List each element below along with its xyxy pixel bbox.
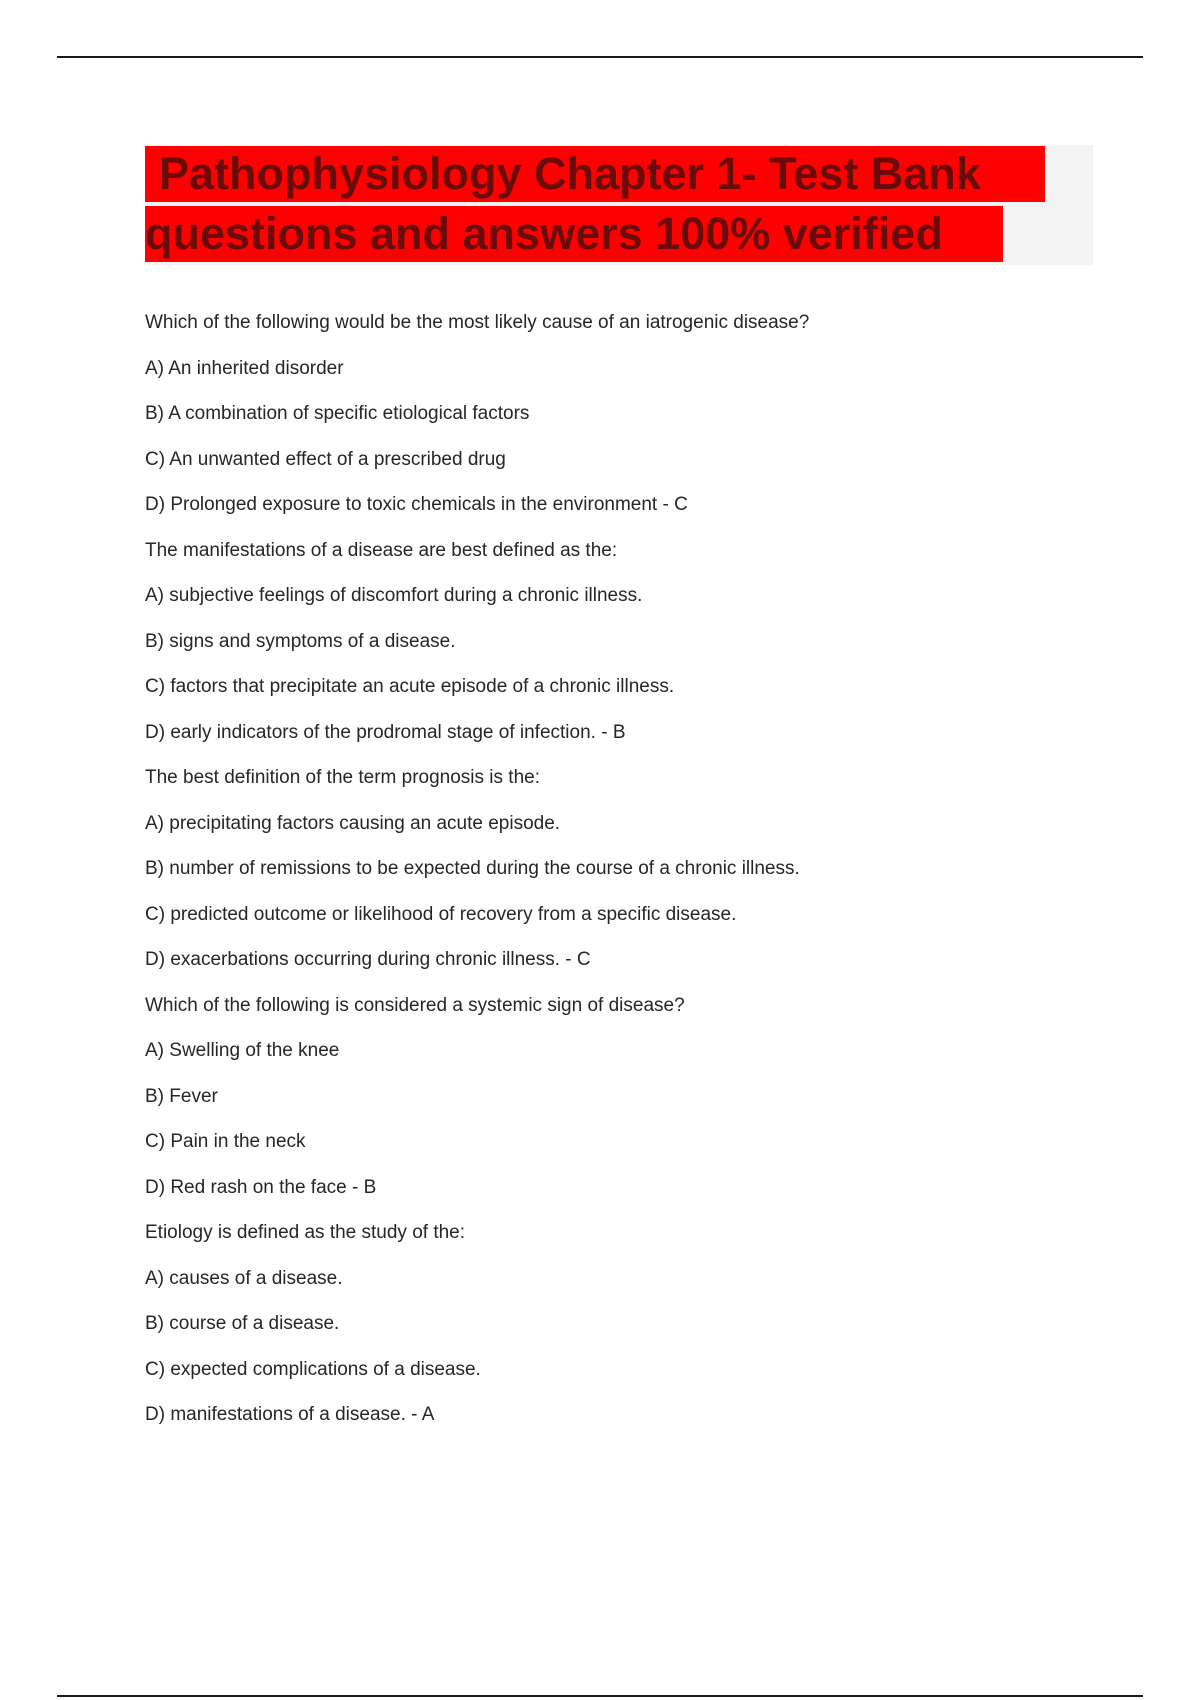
answer-option: C) predicted outcome or likelihood of recovery from a specific disease.: [145, 903, 737, 925]
answer-option: A) subjective feelings of discomfort during a chronic illness.: [145, 585, 643, 606]
answer-option: C) Pain in the neck: [145, 1131, 306, 1152]
answer-option: C) factors that precipitate an acute episode of a chronic illness.: [145, 676, 675, 697]
answer-option: B) Fever: [145, 1085, 218, 1107]
answer-option: B) A combination of specific etiological factors: [145, 403, 530, 424]
header-rule: [57, 56, 1143, 58]
answer-option: B) course of a disease.: [145, 1313, 340, 1334]
question-text: The best definition of the term prognosis is the:: [145, 767, 540, 788]
answer-option: C) expected complications of a disease.: [145, 1358, 481, 1380]
footer-rule: [57, 1695, 1143, 1697]
answer-option: D) early indicators of the prodromal stage of infection. - B: [145, 721, 626, 743]
answer-option: C) An unwanted effect of a prescribed drug: [145, 448, 506, 470]
question-text: The manifestations of a disease are best defined as the:: [145, 539, 618, 561]
answer-option: D) manifestations of a disease. - A: [145, 1404, 435, 1425]
question-text: Etiology is defined as the study of the:: [145, 1222, 466, 1243]
document-title-line-1: Pathophysiology Chapter 1- Test Bank: [145, 146, 1045, 202]
answer-option: A) precipitating factors causing an acute episode.: [145, 812, 561, 834]
answer-option: D) Red rash on the face - B: [145, 1176, 377, 1198]
question-text: Which of the following would be the most likely cause of an iatrogenic disease?: [145, 312, 810, 333]
answer-option: A) Swelling of the knee: [145, 1040, 340, 1061]
answer-option: B) signs and symptoms of a disease.: [145, 630, 456, 652]
answer-option: A) causes of a disease.: [145, 1267, 343, 1289]
question-text: Which of the following is considered a systemic sign of disease?: [145, 994, 685, 1016]
answer-option: A) An inherited disorder: [145, 357, 344, 379]
answer-option: D) Prolonged exposure to toxic chemicals in the environment - C: [145, 494, 688, 515]
question-list: [145, 306, 1105, 1444]
answer-option: B) number of remissions to be expected during the course of a chronic illness.: [145, 858, 800, 879]
answer-option: D) exacerbations occurring during chronic illness. - C: [145, 949, 591, 970]
document-title-line-2: questions and answers 100% verified: [145, 206, 1003, 262]
